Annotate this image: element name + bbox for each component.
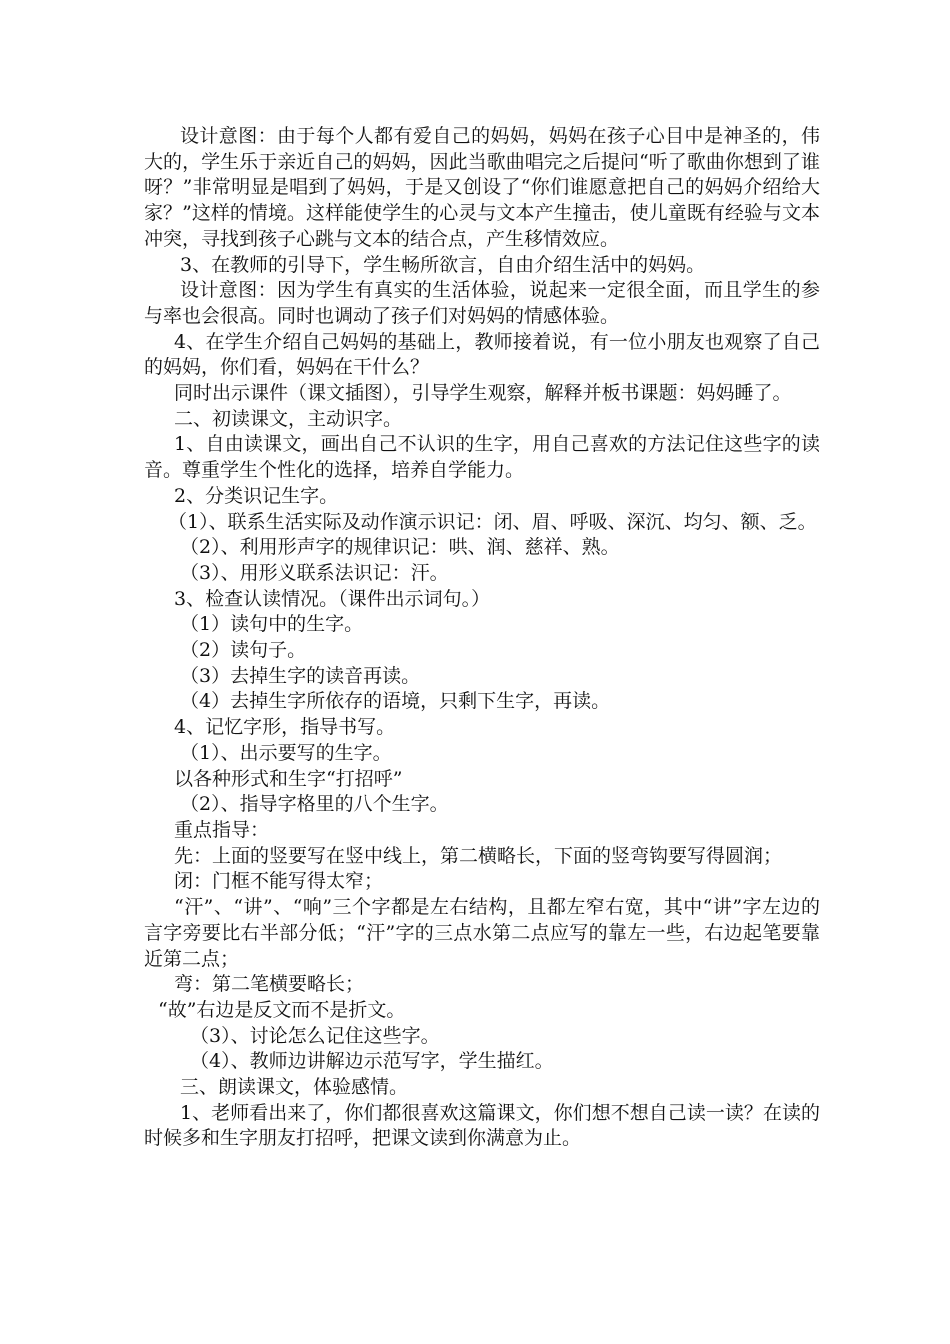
paragraph-key-guidance: 重点指导： <box>174 818 270 841</box>
document-page <box>144 124 820 1152</box>
heading-section-2: 二、初读课文，主动识字。 <box>174 407 403 430</box>
paragraph-check-4: （4）去掉生字所依存的语境，只剩下生字，再读。 <box>180 690 611 713</box>
paragraph-check-2: （2）读句子。 <box>180 639 307 662</box>
paragraph-char-gu: “故”右边是反文而不是折文。 <box>158 998 406 1021</box>
paragraph-char-wan: 弯：第二笔横要略长； <box>174 973 365 996</box>
paragraph-classify-2: （2）、利用形声字的规律识记：哄、润、慈祥、熟。 <box>180 536 620 559</box>
paragraph-memorize-1: （1）、出示要写的生字。 <box>180 741 392 764</box>
heading-section-3: 三、朗读课文，体验感情。 <box>180 1076 409 1099</box>
paragraph-free-read: 1、自由读课文，画出自己不认识的生字，用自己喜欢的方法记住这些字的读音。尊重学生个性化的选择，培养自学能力。 <box>144 433 820 482</box>
paragraph-step-4: 4、在学生介绍自己妈妈的基础上，教师接着说，有一位小朋友也观察了自己的妈妈，你们看，妈妈在干什么？ <box>144 330 820 379</box>
paragraph-classify-3: （3）、用形义联系法识记：汗。 <box>180 561 449 584</box>
paragraph-step-3: 3、在教师的引导下，学生畅所欲言，自由介绍生活中的妈妈。 <box>180 253 706 276</box>
paragraph-greet: 以各种形式和生字“打招呼” <box>174 767 403 790</box>
paragraph-memorize-3: （3）、讨论怎么记住这些字。 <box>190 1024 440 1047</box>
paragraph-classify: 2、分类识记生字。 <box>174 484 339 507</box>
paragraph-design-intent-1: 设计意图：由于每个人都有爱自己的妈妈，妈妈在孩子心目中是神圣的，伟大的，学生乐于亲近自己的妈妈，因此当歌曲唱完之后提问“听了歌曲你想到了谁呀？”非常明显是唱到了妈妈，于是又创设了“你们谁愿意把自己的妈妈介绍给大家？”这样的情境。这样能使学生的心灵与文本产生撞击，使儿童既有经验与文本冲突，寻找到孩子心跳与文本的结合点，产生移情效应。 <box>144 125 820 250</box>
paragraph-show-courseware: 同时出示课件（课文插图），引导学生观察，解释并板书课题：妈妈睡了。 <box>174 382 792 405</box>
paragraph-classify-1: （1）、联系生活实际及动作演示识记：闭、眉、呼吸、深沉、均匀、额、乏。 <box>168 510 817 533</box>
paragraph-check-1: （1）读句中的生字。 <box>180 613 364 636</box>
paragraph-check: 3、检查认读情况。（课件出示词句。） <box>174 587 491 610</box>
paragraph-char-xian: 先：上面的竖要写在竖中线上，第二横略长，下面的竖弯钩要写得圆润； <box>174 844 783 867</box>
paragraph-chars-structure: “汗”、“讲”、“响”三个字都是左右结构，且都左窄右宽，其中“讲”字左边的言字旁要比右半部分低；“汗”字的三点水第二点应写的靠左一些，右边起笔要靠近第二点； <box>144 896 820 970</box>
paragraph-memorize-4: （4）、教师边讲解边示范写字，学生描红。 <box>190 1050 554 1073</box>
paragraph-memorize: 4、记忆字形，指导书写。 <box>174 716 396 739</box>
paragraph-char-bi: 闭：门框不能写得太窄； <box>174 870 384 893</box>
paragraph-memorize-2: （2）、指导字格里的八个生字。 <box>180 793 449 816</box>
paragraph-read-aloud: 1、老师看出来了，你们都很喜欢这篇课文，你们想不想自己读一读？在读的时候多和生字朋友打招呼，把课文读到你满意为止。 <box>144 1101 820 1150</box>
paragraph-check-3: （3）去掉生字的读音再读。 <box>180 664 421 687</box>
paragraph-design-intent-2: 设计意图：因为学生有真实的生活体验，说起来一定很全面，而且学生的参与率也会很高。同时也调动了孩子们对妈妈的情感体验。 <box>144 279 820 327</box>
